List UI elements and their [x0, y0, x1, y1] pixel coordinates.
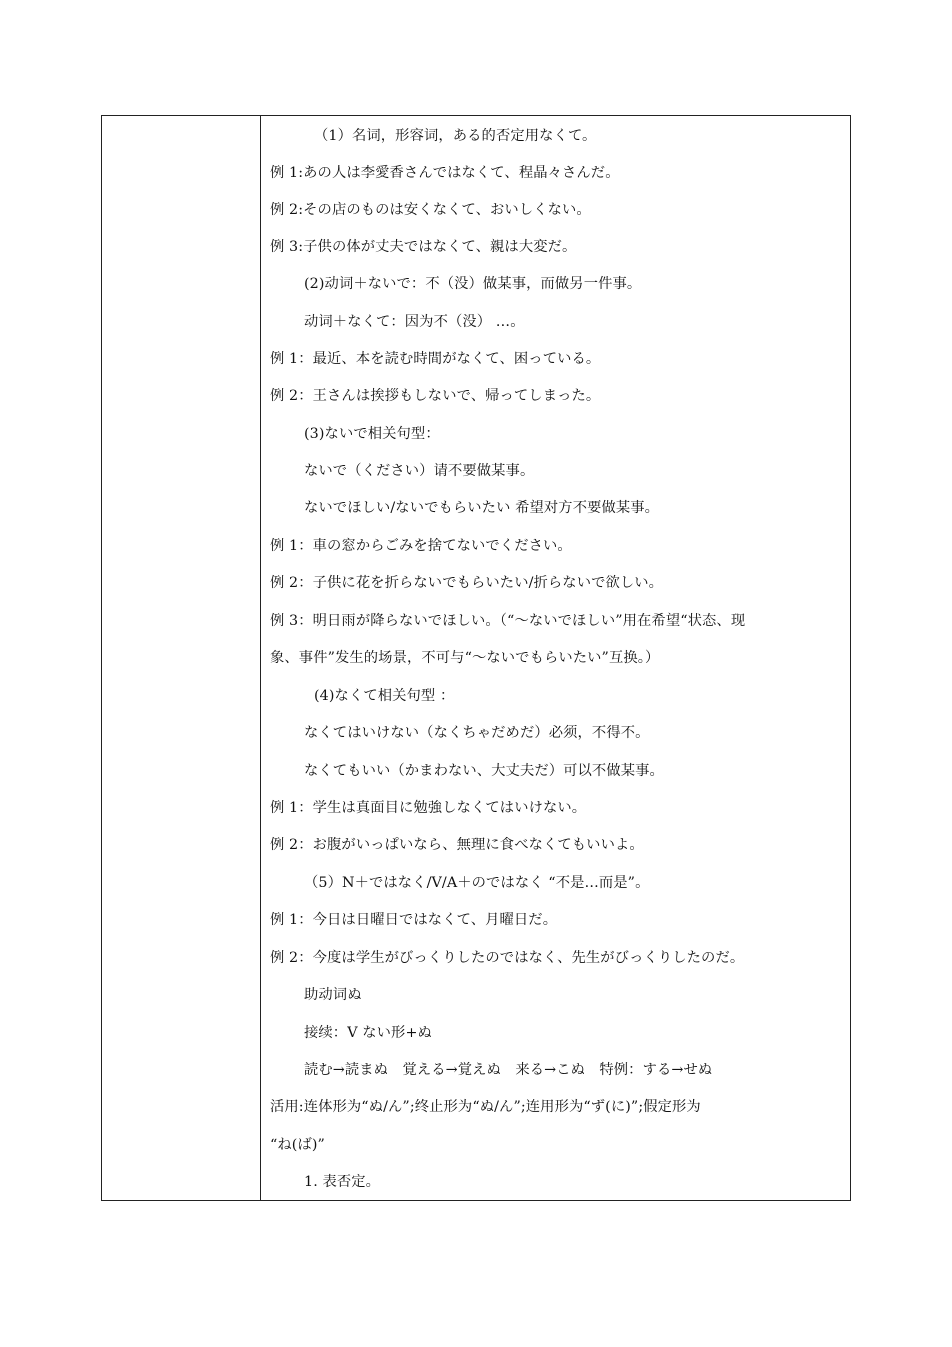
text-line: 例 3：明日雨が降らないでほしい。（“～ないでほしい”用在希望“状态、现 — [270, 613, 746, 629]
text-line: ないでほしい/ないでもらいたい 希望对方不要做某事。 — [304, 500, 660, 516]
text-line: (4)なくて相关句型 ： — [314, 688, 455, 704]
text-line: ないで（ください）请不要做某事。 — [304, 463, 535, 479]
text-line: 例 2:その店のものは安くなくて、おいしくない。 — [270, 202, 591, 218]
text-line: 例 1：最近、本を読む時間がなくて、困っている。 — [270, 351, 601, 367]
text-line: 活用:连体形为“ぬ/ん”;终止形为“ぬ/ん”;连用形为“ず(に)”;假定形为 — [270, 1099, 701, 1115]
text-line: (2)动词＋ないで：不（没）做某事，而做另一件事。 — [304, 276, 642, 292]
text-line: 例 3:子供の体が丈夫ではなくて、親は大変だ。 — [270, 239, 577, 255]
text-line: なくてもいい（かまわない、大丈夫だ）可以不做某事。 — [304, 763, 664, 779]
text-line: 例 2：王さんは挨拶もしないで、帰ってしまった。 — [270, 388, 601, 404]
text-line: 例 1:あの人は李愛香さんではなくて、程晶々さんだ。 — [270, 165, 620, 181]
text-line: 例 1：車の窓からごみを捨てないでください。 — [270, 538, 572, 554]
text-line: （5）N＋ではなく/V/A＋のではなく “不是…而是”。 — [304, 875, 650, 891]
text-line: 例 1：学生は真面目に勉強しなくてはいけない。 — [270, 800, 587, 816]
text-line: 1. 表否定。 — [304, 1174, 381, 1190]
text-line: 例 1：今日は日曜日ではなくて、月曜日だ。 — [270, 912, 558, 928]
text-line: 例 2：子供に花を折らないでもらいたい/折らないで欲しい。 — [270, 575, 664, 591]
grammar-table — [101, 115, 851, 1201]
left-cell — [102, 116, 261, 1200]
text-line: 助动词ぬ — [304, 987, 362, 1003]
text-line: 例 2：今度は学生がびっくりしたのではなく、先生がびっくりしたのだ。 — [270, 950, 745, 966]
text-line: 动词＋なくて：因为不（没） …。 — [304, 314, 525, 330]
right-cell — [262, 116, 850, 1200]
text-line: 接续：V ない形+ぬ — [304, 1025, 432, 1041]
text-line: （1）名词，形容词，ある的否定用なくて。 — [314, 128, 597, 144]
text-line: “ね(ば)” — [270, 1137, 325, 1153]
text-line: 読む→読まぬ 覚える→覚えぬ 来る→こぬ 特例：する→せぬ — [304, 1062, 713, 1078]
text-line: なくてはいけない（なくちゃだめだ）必须，不得不。 — [304, 725, 650, 741]
text-line: (3)ないで相关句型： — [304, 426, 440, 442]
text-line: 象、事件”发生的场景，不可与“～ないでもらいたい”互换。） — [270, 650, 660, 666]
text-line: 例 2：お腹がいっぱいなら、無理に食べなくてもいいよ。 — [270, 837, 644, 853]
